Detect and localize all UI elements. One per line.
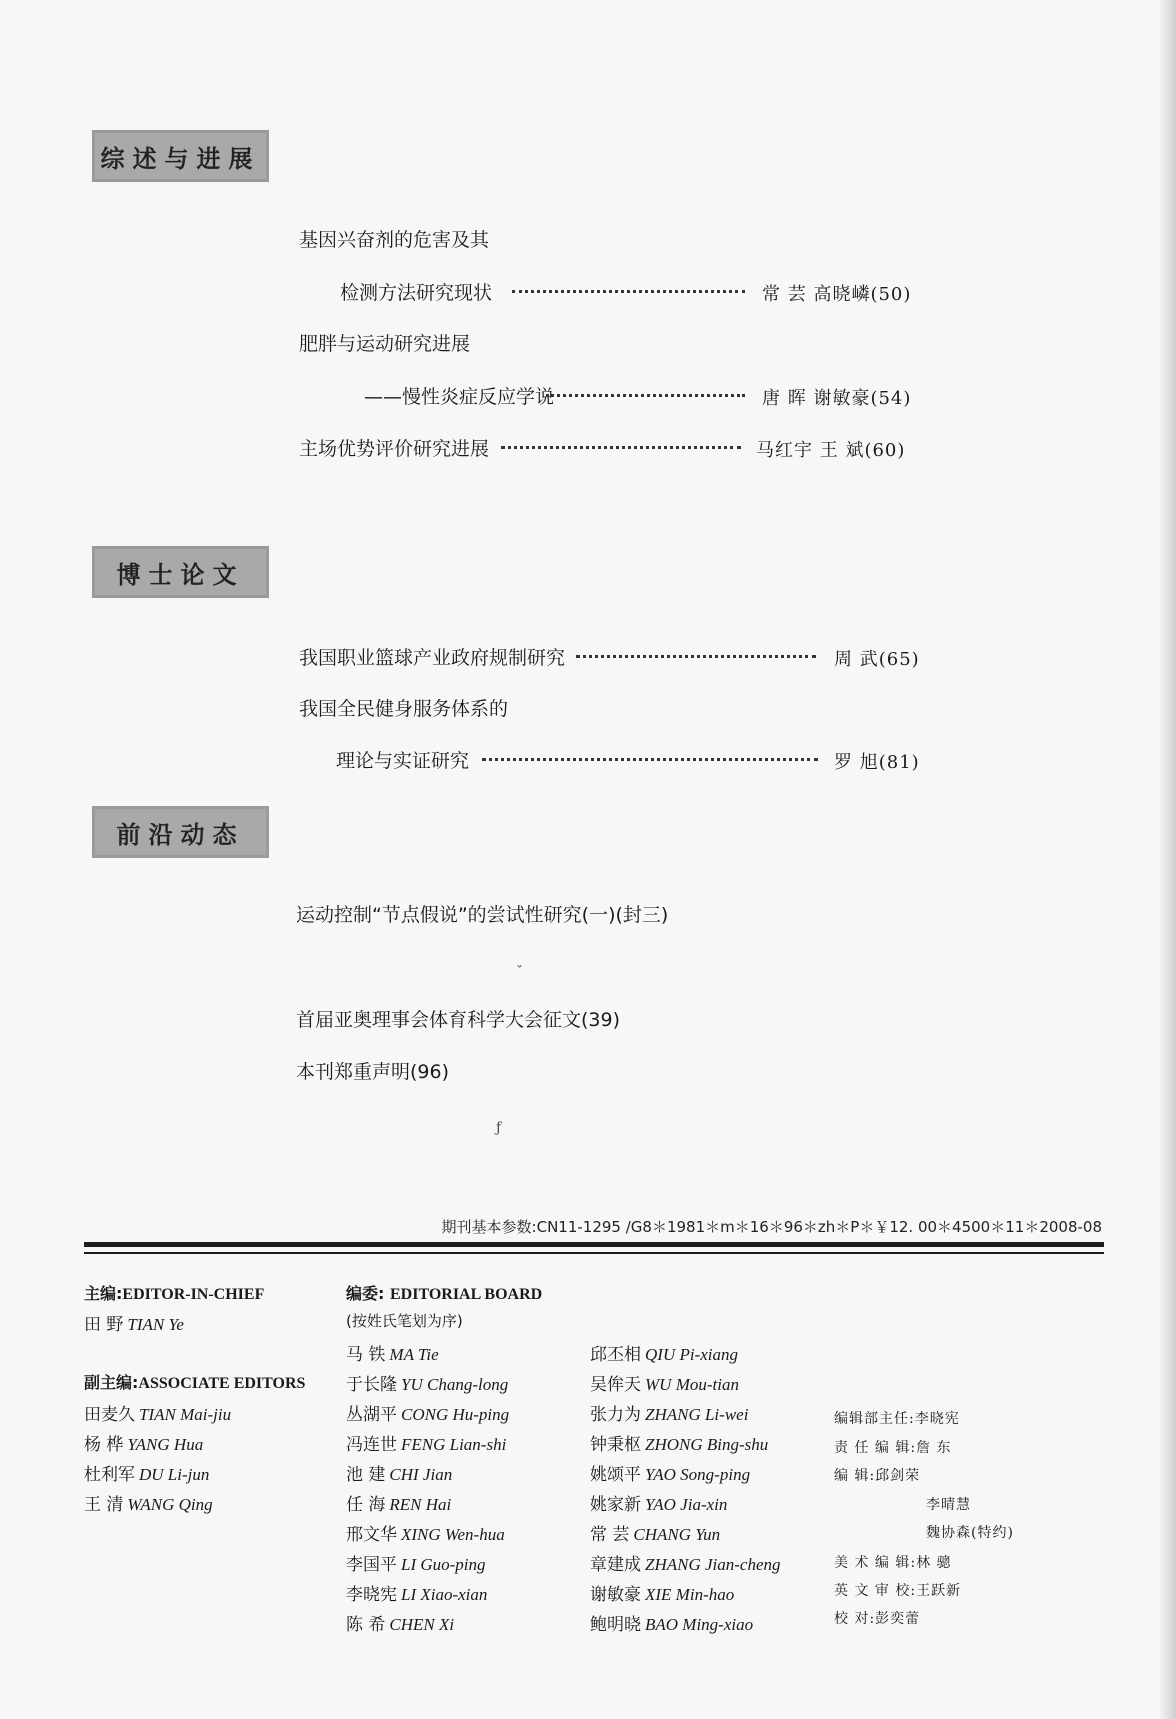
name-cn: 钟秉枢 [590, 1435, 641, 1455]
board-member [590, 1580, 734, 1605]
name-pinyin: LI Xiao-xian [401, 1585, 488, 1604]
board-member [346, 1430, 506, 1455]
speck-mark: ˇ [516, 964, 523, 980]
editorial-board-label [346, 1281, 542, 1304]
section-tag-doctoral: 博士论文 [92, 546, 269, 598]
board-member [590, 1610, 753, 1635]
name-cn: 谢敏豪 [590, 1585, 641, 1605]
name-cn: 池 建 [346, 1465, 386, 1485]
label-en: EDITORIAL BOARD [389, 1286, 543, 1303]
frontier-item[interactable]: 本刊郑重声明(96) [296, 1061, 450, 1083]
board-member [346, 1340, 439, 1365]
article-authors: 唐 晖 谢敏豪(54) [762, 388, 912, 409]
name-pinyin: CHANG Yun [633, 1525, 721, 1544]
name-pinyin: DU Li-jun [139, 1465, 210, 1484]
page-edge-shadow [1158, 0, 1176, 1719]
board-member [346, 1580, 487, 1605]
board-member [590, 1460, 750, 1485]
name-pinyin: XIE Min-hao [645, 1585, 735, 1604]
name-pinyin: YAO Song-ping [645, 1465, 751, 1484]
name-cn: 马 铁 [346, 1345, 386, 1365]
staff-line: 英 文 审 校:王跃新 [834, 1583, 962, 1599]
name-pinyin: YANG Hua [127, 1435, 204, 1454]
journal-parameters: 期刊基本参数:CN11-1295 /G8＊1981＊m＊16＊96＊zh＊P＊￥12. 00＊4500＊11＊2008-08 [441, 1218, 1102, 1236]
section-tag-frontier: 前沿动态 [92, 806, 269, 858]
name-pinyin: CONG Hu-ping [401, 1405, 510, 1424]
divider-thin [84, 1252, 1104, 1254]
name-pinyin: TIAN Ye [127, 1315, 184, 1334]
board-member [590, 1490, 727, 1515]
board-member [346, 1550, 486, 1575]
editor-name [84, 1490, 213, 1515]
name-pinyin: CHEN Xi [389, 1615, 455, 1634]
name-pinyin: BAO Ming-xiao [645, 1615, 754, 1634]
name-pinyin: ZHONG Bing-shu [645, 1435, 769, 1454]
name-pinyin: FENG Lian-shi [401, 1435, 507, 1454]
editor-name [84, 1400, 231, 1425]
article-authors: 马红宇 王 斌(60) [756, 440, 906, 461]
board-member [590, 1550, 781, 1575]
staff-line: 李晴慧 [926, 1497, 971, 1513]
name-cn: 李晓宪 [346, 1585, 397, 1605]
leader-dots [501, 444, 741, 449]
article-title[interactable]: ——慢性炎症反应学说 [364, 386, 555, 408]
name-pinyin: YAO Jia-xin [645, 1495, 728, 1514]
staff-line: 魏协森(特约) [926, 1525, 1014, 1541]
name-cn: 常 芸 [590, 1525, 630, 1545]
article-title[interactable]: 基因兴奋剂的危害及其 [299, 229, 490, 251]
board-member [590, 1520, 720, 1545]
label-cn: 副主编: [84, 1373, 139, 1392]
staff-line: 美 术 编 辑:林 骢 [834, 1555, 952, 1571]
name-cn: 姚颂平 [590, 1465, 641, 1485]
name-cn: 鲍明晓 [590, 1615, 641, 1635]
label-en: ASSOCIATE EDITORS [138, 1375, 306, 1392]
board-order-note: (按姓氏笔划为序) [346, 1312, 463, 1330]
board-member [346, 1610, 454, 1635]
name-cn: 邢文华 [346, 1525, 397, 1545]
label-cn: 主编: [84, 1284, 123, 1303]
name-cn: 田麦久 [84, 1405, 135, 1425]
name-pinyin: LI Guo-ping [401, 1555, 486, 1574]
board-member [590, 1340, 738, 1365]
staff-line: 编 辑:邱剑荣 [834, 1468, 921, 1484]
article-title[interactable]: 我国全民健身服务体系的 [299, 698, 509, 720]
staff-line: 责 任 编 辑:詹 东 [834, 1440, 952, 1456]
article-title[interactable]: 理论与实证研究 [336, 750, 470, 772]
article-title[interactable]: 我国职业篮球产业政府规制研究 [299, 647, 566, 669]
board-member [590, 1430, 768, 1455]
leader-dots [576, 653, 816, 658]
name-pinyin: MA Tie [389, 1345, 439, 1364]
name-cn: 邱丕相 [590, 1345, 641, 1365]
name-cn: 杨 桦 [84, 1435, 124, 1455]
name-pinyin: ZHANG Jian-cheng [645, 1555, 781, 1574]
article-authors: 周 武(65) [834, 649, 920, 670]
frontier-item[interactable]: 运动控制“节点假说”的尝试性研究(一)(封三) [296, 904, 669, 926]
board-member [590, 1400, 748, 1425]
board-member [590, 1370, 739, 1395]
board-member [346, 1490, 451, 1515]
editor-name [84, 1430, 203, 1455]
name-cn: 于长隆 [346, 1375, 397, 1395]
board-member [346, 1460, 452, 1485]
name-cn: 章建成 [590, 1555, 641, 1575]
name-pinyin: YU Chang-long [401, 1375, 509, 1394]
divider-thick [84, 1242, 1104, 1247]
label-cn: 编委: [346, 1284, 385, 1303]
board-member [346, 1400, 509, 1425]
article-title[interactable]: 主场优势评价研究进展 [299, 438, 490, 460]
name-pinyin: REN Hai [389, 1495, 452, 1514]
speck-mark: ƒ [496, 1120, 502, 1136]
leader-dots [512, 288, 745, 293]
name-cn: 任 海 [346, 1495, 386, 1515]
section-tag-review: 综述与进展 [92, 130, 269, 182]
name-pinyin: WU Mou-tian [645, 1375, 739, 1394]
editor-name [84, 1310, 184, 1335]
name-cn: 冯连世 [346, 1435, 397, 1455]
board-member [346, 1370, 508, 1395]
label-en: EDITOR-IN-CHIEF [122, 1286, 265, 1303]
name-pinyin: QIU Pi-xiang [645, 1345, 739, 1364]
article-title[interactable]: 检测方法研究现状 [340, 282, 493, 304]
article-authors: 常 芸 高晓嶙(50) [762, 284, 912, 305]
name-cn: 吴侔天 [590, 1375, 641, 1395]
name-pinyin: TIAN Mai-jiu [139, 1405, 232, 1424]
associate-editors-label [84, 1370, 305, 1393]
article-authors: 罗 旭(81) [834, 752, 920, 773]
name-cn: 张力为 [590, 1405, 641, 1425]
name-pinyin: ZHANG Li-wei [645, 1405, 749, 1424]
editor-in-chief-label [84, 1281, 264, 1304]
leader-dots [482, 756, 818, 761]
name-pinyin: XING Wen-hua [401, 1525, 505, 1544]
frontier-item[interactable]: 首届亚奥理事会体育科学大会征文(39) [296, 1009, 621, 1031]
board-member [346, 1520, 505, 1545]
name-pinyin: CHI Jian [389, 1465, 453, 1484]
staff-line: 编辑部主任:李晓宪 [834, 1411, 960, 1427]
article-title[interactable]: 肥胖与运动研究进展 [299, 333, 471, 355]
name-cn: 李国平 [346, 1555, 397, 1575]
leader-dots [546, 392, 745, 397]
name-cn: 姚家新 [590, 1495, 641, 1515]
name-cn: 王 清 [84, 1495, 124, 1515]
name-cn: 丛湖平 [346, 1405, 397, 1425]
name-cn: 田 野 [84, 1315, 124, 1335]
name-cn: 杜利军 [84, 1465, 135, 1485]
staff-line: 校 对:彭奕蕾 [834, 1611, 921, 1627]
name-pinyin: WANG Qing [127, 1495, 213, 1514]
name-cn: 陈 希 [346, 1615, 386, 1635]
editor-name [84, 1460, 209, 1485]
